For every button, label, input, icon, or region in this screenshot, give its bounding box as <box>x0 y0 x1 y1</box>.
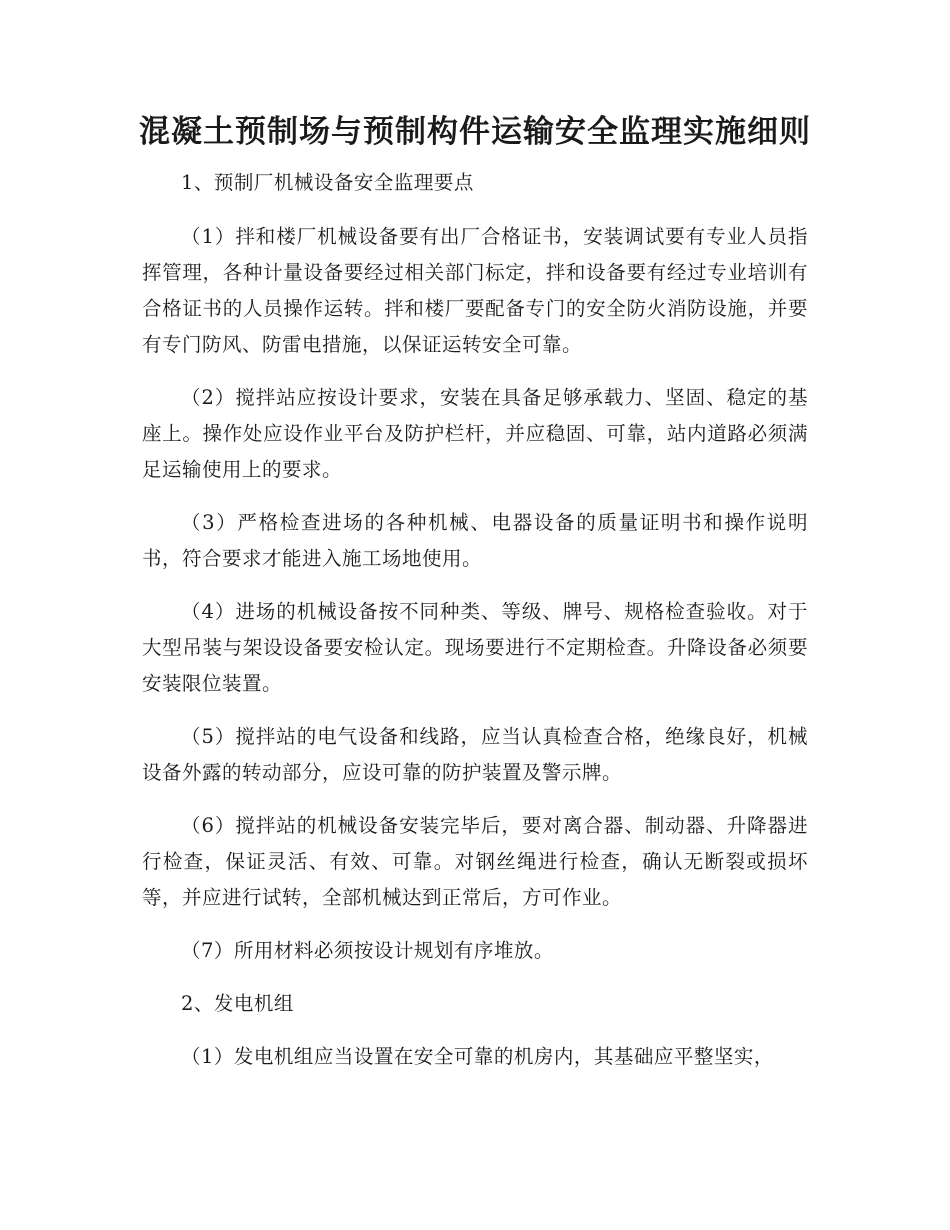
paragraph-2-1: （1）发电机组应当设置在安全可靠的机房内，其基础应平整坚实， <box>181 1045 774 1068</box>
section-heading-1: 1、预制厂机械设备安全监理要点 <box>181 171 474 194</box>
document-title: 混凝土预制场与预制构件运输安全监理实施细则 <box>139 114 811 150</box>
section-heading-2: 2、发电机组 <box>181 992 294 1015</box>
paragraph-1-5: （5）搅拌站的电气设备和线路，应当认真检查合格，绝缘良好，机械设备外露的转动部分，应设可靠的防护装置及警示牌。 <box>142 725 808 784</box>
paragraph-1-1: （1）拌和楼厂机械设备要有出厂合格证书，安装调试要有专业人员指挥管理，各种计量设备要经过相关部门标定，拌和设备要有经过专业培训有合格证书的人员操作运转。拌和楼厂要配备专门的安全防火消防设施，并要有专门防风、防雷电措施，以保证运转安全可靠。 <box>142 225 808 356</box>
paragraph-1-6: （6）搅拌站的机械设备安装完毕后，要对离合器、制动器、升降器进行检查，保证灵活、有效、可靠。对钢丝绳进行检查，确认无断裂或损坏等，并应进行试转，全部机械达到正常后，方可作业。 <box>142 814 808 909</box>
document-body <box>142 165 808 1075</box>
paragraph-1-2: （2）搅拌站应按设计要求，安装在具备足够承载力、坚固、稳定的基座上。操作处应设作业平台及防护栏杆，并应稳固、可靠，站内道路必须满足运输使用上的要求。 <box>142 386 808 481</box>
paragraph-1-7: （7）所用材料必须按设计规划有序堆放。 <box>181 939 554 962</box>
paragraph-1-3: （3）严格检查进场的各种机械、电器设备的质量证明书和操作说明书，符合要求才能进入施工场地使用。 <box>142 511 808 570</box>
paragraph-1-4: （4）进场的机械设备按不同种类、等级、牌号、规格检查验收。对于大型吊装与架设设备要安检认定。现场要进行不定期检查。升降设备必须要安装限位装置。 <box>142 600 808 695</box>
